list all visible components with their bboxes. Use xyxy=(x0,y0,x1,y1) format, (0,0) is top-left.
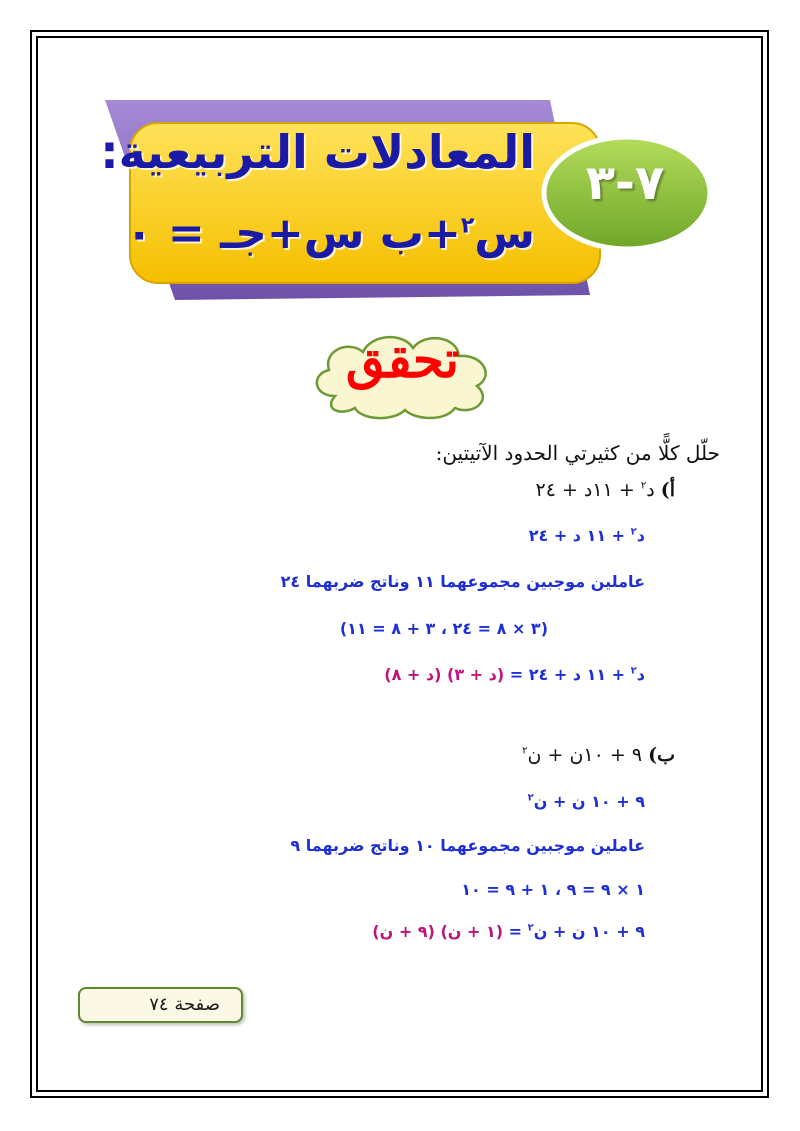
problem-a-step3: (٣ × ٨ = ٢٤ ، ٣ + ٨ = ١١) xyxy=(339,619,548,638)
problem-b-answer: (١ + ن) (٩ + ن) xyxy=(372,922,504,941)
problem-a-step4: د$^٢$ + ١١ د + ٢٤ = (د + ٣) (د + ٨) xyxy=(384,665,645,684)
problem-a-answer: (د + ٣) (د + ٨) xyxy=(384,665,505,684)
problem-b-step1: ٩ + ١٠ ن + ن$^٢$ xyxy=(527,792,645,811)
banner-title-line1: المعادلات التربيعية: xyxy=(100,125,535,179)
problem-b-step3: ١ × ٩ = ٩ ، ١ + ٩ = ١٠ xyxy=(461,880,645,899)
lesson-number: ٧-٣ xyxy=(585,155,665,211)
exercise-prompt: حلّل كلًّا من كثيرتي الحدود الآتيتين: xyxy=(435,441,720,465)
banner-title-line2: س$^٢$+ب س+جـ = ٠ xyxy=(125,208,535,259)
title-banner xyxy=(95,95,715,305)
problem-a-step1: د$^٢$ + ١١ د + ٢٤ xyxy=(528,526,645,545)
problem-a-step2: عاملين موجبين مجموعهما ١١ وناتج ضربهما ٢٤ xyxy=(280,572,645,591)
problem-b-step4: ٩ + ١٠ ن + ن$^٢$ = (١ + ن) (٩ + ن) xyxy=(372,922,645,941)
check-label: تحقق xyxy=(345,330,460,389)
problem-b-step2: عاملين موجبين مجموعهما ١٠ وناتج ضربهما ٩ xyxy=(290,836,645,855)
problem-b-statement: ب) ٩ + ١٠ن + ن$^٢$ xyxy=(522,744,675,766)
problem-a-statement: أ) د$^٢$ + ١١د + ٢٤ xyxy=(535,479,675,501)
page-number-label: صفحة ٧٤ xyxy=(149,994,220,1015)
